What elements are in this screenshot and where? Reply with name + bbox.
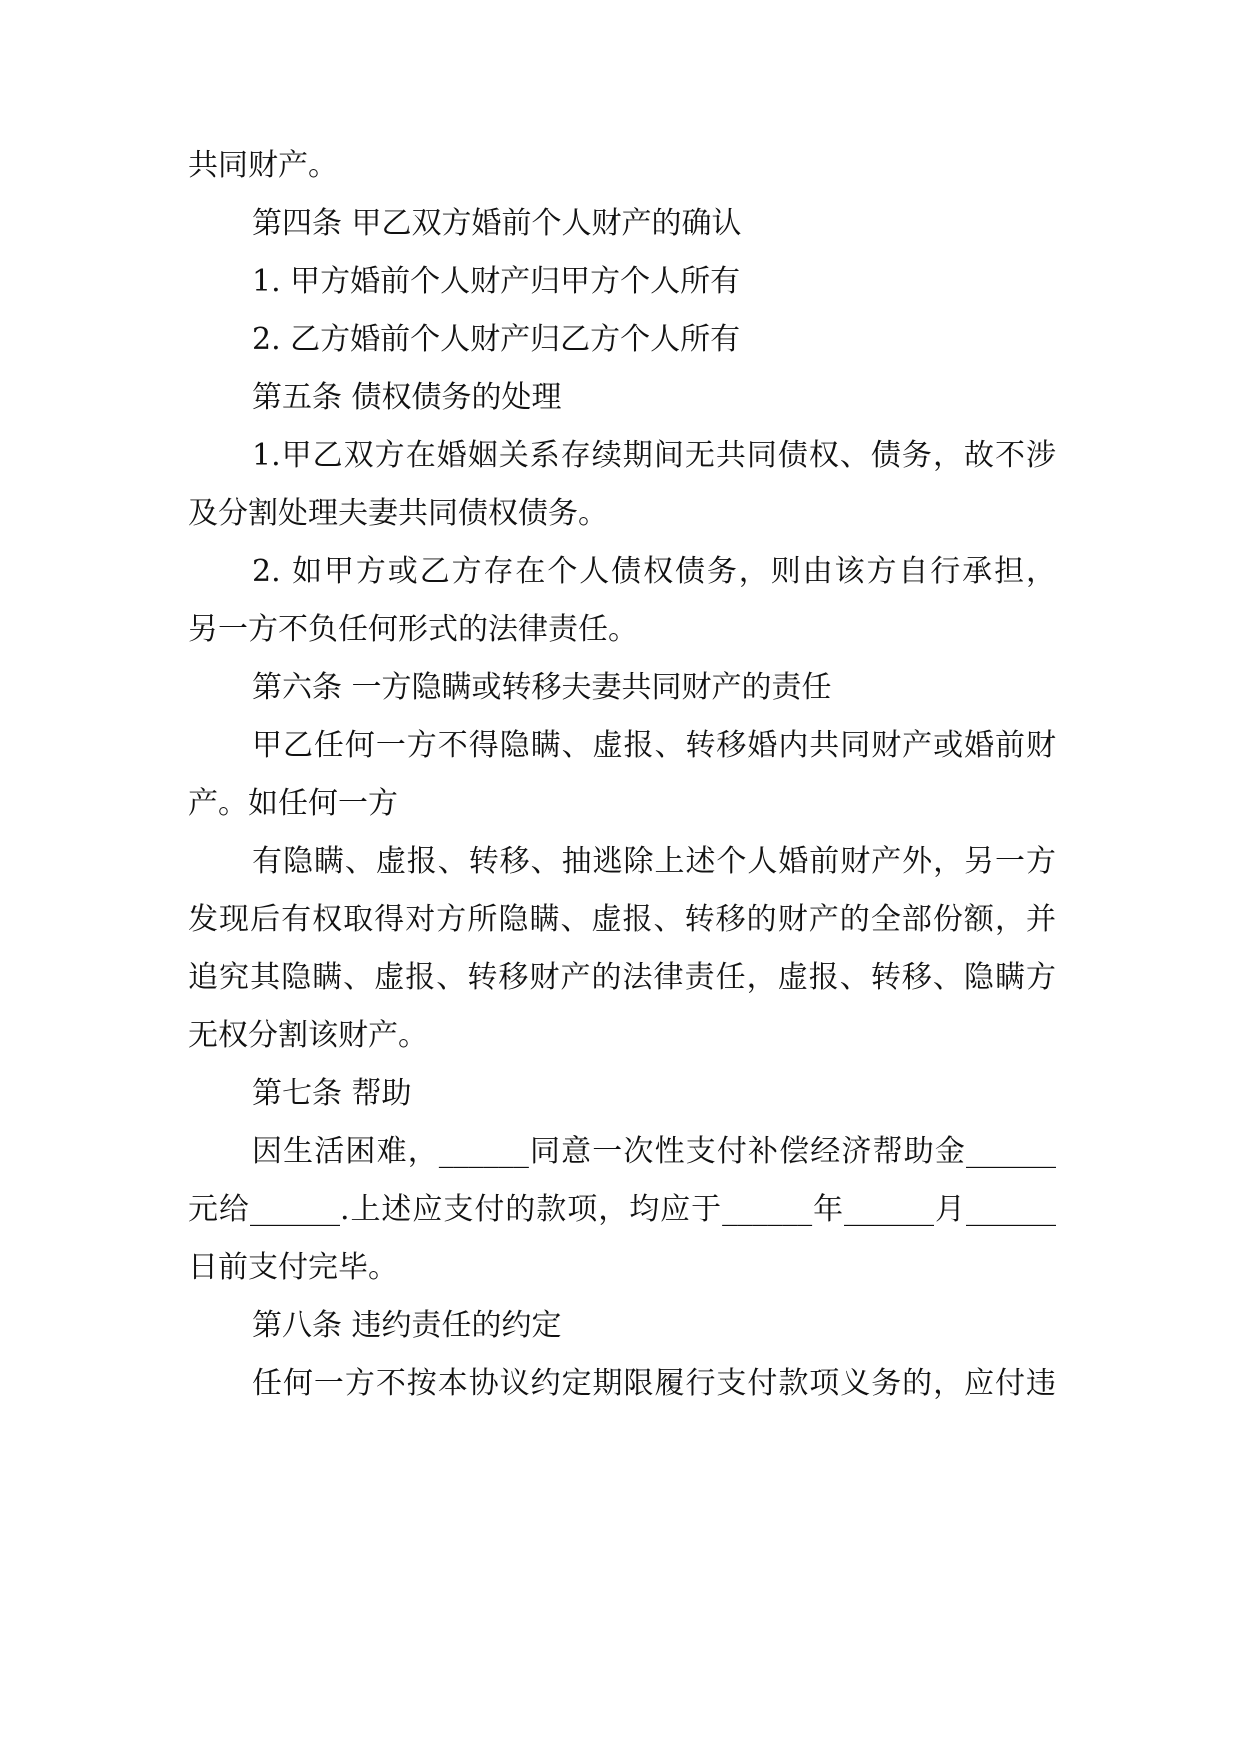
article-7-heading: 第七条 帮助 <box>252 1076 412 1111</box>
article-4-heading: 第四条 甲乙双方婚前个人财产的确认 <box>252 206 742 241</box>
list-item: 2. 乙方婚前个人财产归乙方个人所有 <box>252 322 741 357</box>
article-5-heading: 第五条 债权债务的处理 <box>252 380 562 415</box>
article-8-heading: 第八条 违约责任的约定 <box>252 1308 562 1343</box>
paragraph-line: 有隐瞒、虚报、转移、抽逃除上述个人婚前财产外，另一方 <box>252 844 1056 879</box>
paragraph-line: 元给______.上述应支付的款项，均应于______年______月______ <box>188 1192 1056 1227</box>
paragraph-line: 1.甲乙双方在婚姻关系存续期间无共同债权、债务，故不涉 <box>252 438 1056 473</box>
paragraph-line: 日前支付完毕。 <box>188 1250 398 1285</box>
paragraph-line: 产。如任何一方 <box>188 786 398 821</box>
paragraph-line: 另一方不负任何形式的法律责任。 <box>188 612 638 647</box>
paragraph-line: 追究其隐瞒、虚报、转移财产的法律责任，虚报、转移、隐瞒方 <box>188 960 1056 995</box>
paragraph-line: 2. 如甲方或乙方存在个人债权债务，则由该方自行承担， <box>252 554 1056 589</box>
paragraph-line: 及分割处理夫妻共同债权债务。 <box>188 496 608 531</box>
article-6-heading: 第六条 一方隐瞒或转移夫妻共同财产的责任 <box>252 670 832 705</box>
paragraph-line: 发现后有权取得对方所隐瞒、虚报、转移的财产的全部份额，并 <box>188 902 1056 937</box>
list-item: 1. 甲方婚前个人财产归甲方个人所有 <box>252 264 741 299</box>
paragraph-line: 甲乙任何一方不得隐瞒、虚报、转移婚内共同财产或婚前财 <box>252 728 1056 763</box>
paragraph-line: 共同财产。 <box>188 148 338 183</box>
paragraph-line: 任何一方不按本协议约定期限履行支付款项义务的，应付违 <box>252 1366 1056 1401</box>
paragraph-line: 无权分割该财产。 <box>188 1018 428 1053</box>
paragraph-line: 因生活困难，______同意一次性支付补偿经济帮助金______ <box>252 1134 1056 1169</box>
